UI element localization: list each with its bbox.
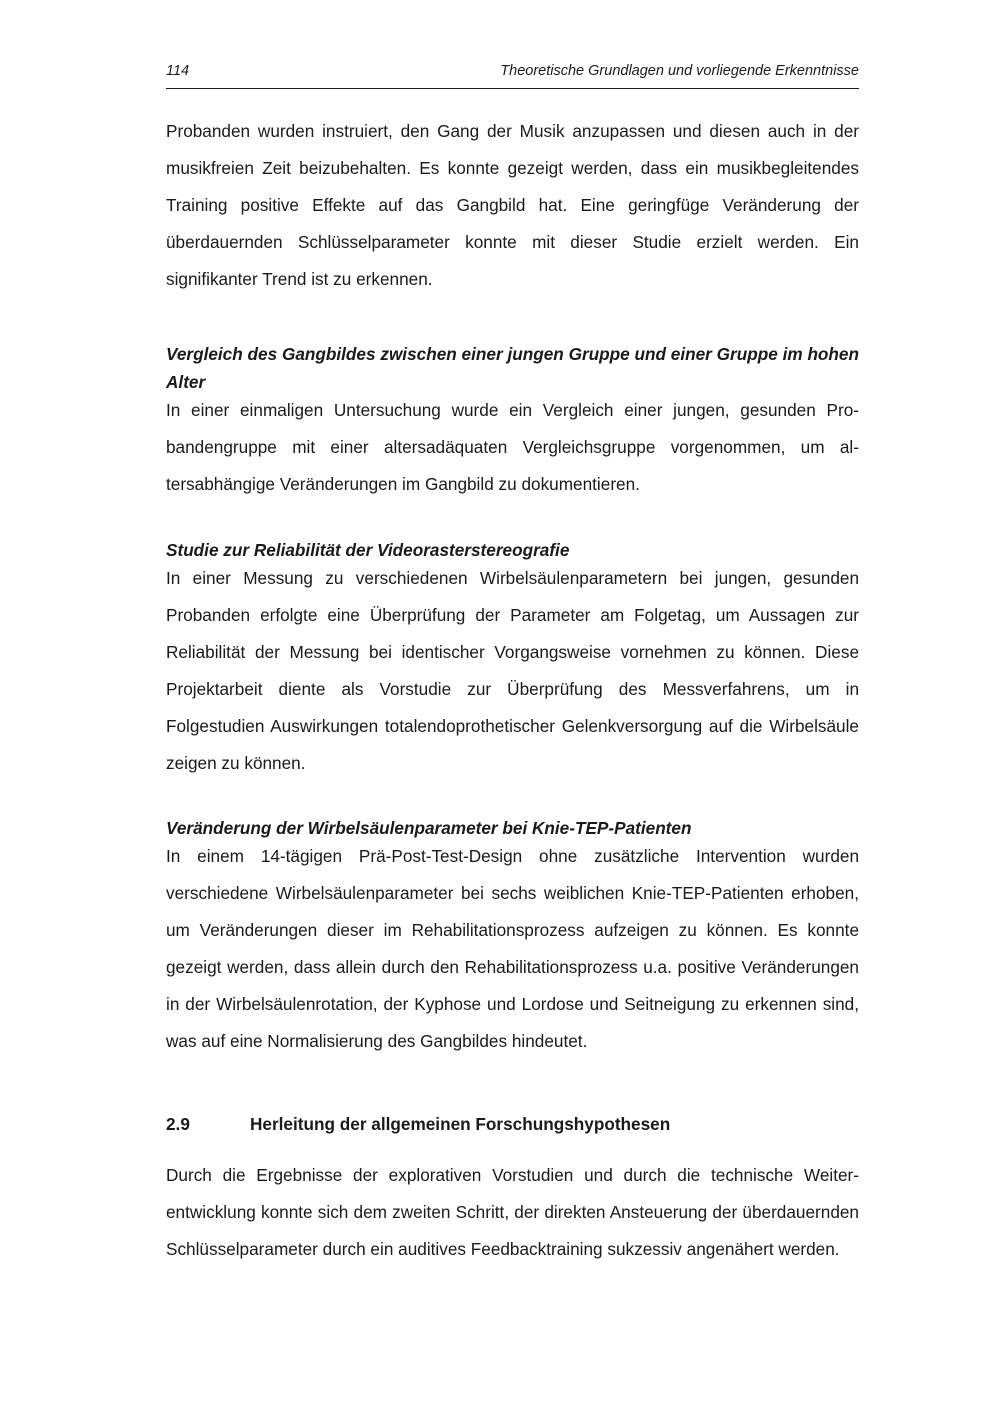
page-header [166,60,859,89]
study-heading: Studie zur Reliabilität der Videorasterstereografie [166,540,570,560]
study-block-3 [166,814,859,1060]
study-block-2 [166,536,859,782]
intro-paragraph: Probanden wurden instruiert, den Gang der Musik anzupassen und diesen auch in der musikfreien Zeit beizubehalten. Es konnte gezeigt werden, dass ein musikbegleitendes Training positive Effekte auf das Gangbild hat. Eine geringfüge Veränderung der überdauernden Schlüsselparameter konnte mit dieser Studie erzielt werden. Ein signifikanter Trend ist zu erkennen. [166,121,859,289]
section-paragraph: Durch die Ergebnisse der explorativen Vorstudien und durch die technische Weiterentwicklung konnte sich dem zweiten Schritt, der direkten Ansteuerung der überdauernden Schlüsselparameter durch ein auditives Feedbacktraining sukzessiv angenähert werden. [166,1165,859,1259]
study-heading: Veränderung der Wirbelsäulenparameter bei Knie-TEP-Patienten [166,818,692,838]
study-paragraph: In einem 14-tägigen Prä-Post-Test-Design ohne zusätzliche Intervention wurden verschiedene Wirbelsäulenparameter bei sechs weiblichen Knie-TEP-Patienten erhoben, um Veränderungen dieser im Rehabilitationsprozess aufzeigen zu können. Es konnte gezeigt werden, dass allein durch den Rehabilitationsprozess u.a. positive Veränderungen in der Wirbelsäulenrotation, der Kyphose und Lordose und Seitneigung zu erkennen sind, was auf eine Normalisierung des Gangbildes hindeutet. [166,846,859,1051]
study-paragraph: In einer einmaligen Untersuchung wurde ein Vergleich einer jungen, gesunden Probandengruppe mit einer altersadäquaten Vergleichsgruppe vorgenommen, um altersabhängige Veränderungen im Gangbild zu dokumentieren. [166,400,859,494]
study-heading: Vergleich des Gangbildes zwischen einer jungen Gruppe und einer Gruppe im hohen Alter [166,344,859,392]
document-page [166,0,859,1414]
page-number: 114 [166,63,190,79]
study-paragraph: In einer Messung zu verschiedenen Wirbelsäulenparametern bei jungen, gesunden Probanden erfolgte eine Überprüfung der Parameter am Folgetag, um Aussagen zur Reliabilität der Messung bei identischer Vorgangsweise vornehmen zu können. Diese Projektarbeit diente als Vorstudie zur Überprüfung des Messverfahrens, um in Folgestudien Auswirkungen totalendoprothetischer Gelenkversorgung auf die Wirbelsäule zeigen zu können. [166,568,859,773]
intro-block [166,113,859,298]
section-number: 2.9 [166,1114,190,1134]
running-title: Theoretische Grundlagen und vorliegende Erkenntnisse [500,63,859,79]
study-block-1 [166,340,859,503]
section-title: Herleitung der allgemeinen Forschungshypothesen [250,1114,671,1134]
section-block [166,1157,859,1268]
